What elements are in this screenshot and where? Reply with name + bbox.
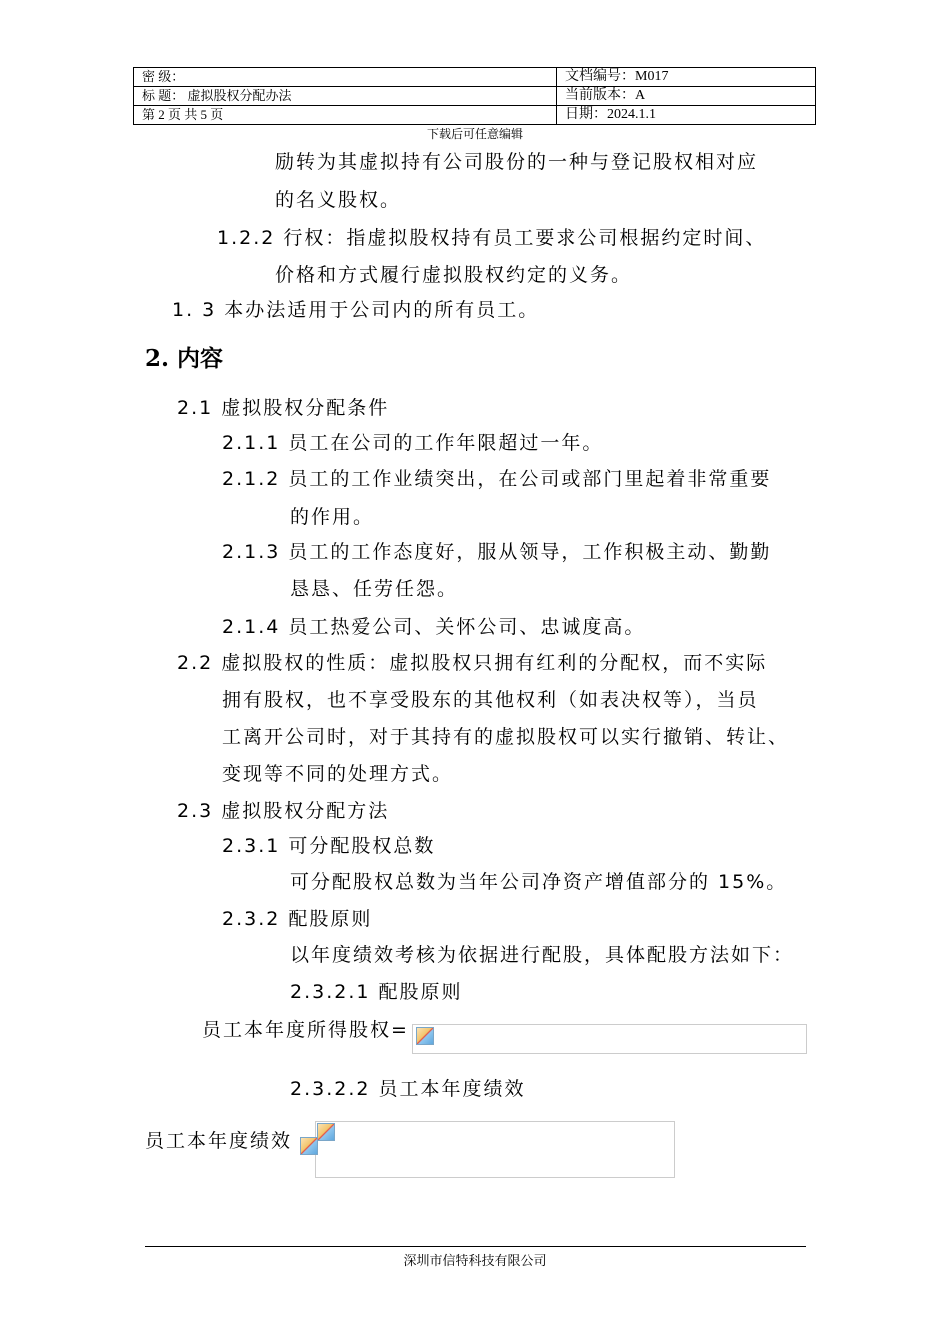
para-line: 2.1.4 员工热爱公司、关怀公司、忠诚度高。 xyxy=(222,616,646,638)
para-line: 1.2.2 行权：指虚拟股权持有员工要求公司根据约定时间、 xyxy=(217,227,767,249)
download-note: 下载后可任意编辑 xyxy=(426,127,523,141)
formula-label: 员工本年度绩效 xyxy=(145,1130,293,1152)
para-line: 可分配股权总数为当年公司净资产增值部分的 15%。 xyxy=(290,871,788,893)
para-line: 2.1.2 员工的工作业绩突出，在公司或部门里起着非常重要 xyxy=(222,468,772,490)
para-line: 的名义股权。 xyxy=(275,189,402,211)
page-info: 第 2 页 共 5 页 xyxy=(134,106,557,125)
doc-version: 当前版本：A xyxy=(557,87,816,106)
secret-level: 密 级： xyxy=(134,68,557,87)
broken-image-icon xyxy=(317,1123,335,1141)
formula-image-placeholder xyxy=(315,1121,675,1178)
para-line: 2.3 虚拟股权分配方法 xyxy=(177,800,390,822)
para-line: 2.1 虚拟股权分配条件 xyxy=(177,397,390,419)
para-line: 恳恳、任劳任怨。 xyxy=(290,578,459,600)
para-line: 励转为其虚拟持有公司股份的一种与登记股权相对应 xyxy=(275,151,759,173)
doc-date: 日期：2024.1.1 xyxy=(557,106,816,125)
para-line: 2.3.2.2 员工本年度绩效 xyxy=(290,1078,526,1100)
footer-company: 深圳市信特科技有限公司 xyxy=(403,1253,547,1268)
formula-image-placeholder xyxy=(412,1024,807,1054)
para-line: 工离开公司时，对于其持有的虚拟股权可以实行撤销、转让、 xyxy=(222,726,790,748)
para-line: 2.3.2 配股原则 xyxy=(222,908,373,930)
para-line: 2.1.3 员工的工作态度好，服从领导，工作积极主动、勤勤 xyxy=(222,541,772,563)
doc-number: 文档编号：M017 xyxy=(557,68,816,87)
para-line: 的作用。 xyxy=(290,506,375,528)
para-line: 2.3.1 可分配股权总数 xyxy=(222,835,436,857)
para-line: 2.1.1 员工在公司的工作年限超过一年。 xyxy=(222,432,604,454)
para-line: 2.3.2.1 配股原则 xyxy=(290,981,463,1003)
para-line: 拥有股权，也不享受股东的其他权利（如表决权等），当员 xyxy=(222,689,759,711)
footer-divider xyxy=(145,1246,806,1247)
para-line: 价格和方式履行虚拟股权约定的义务。 xyxy=(275,264,633,286)
section-heading: 2. 内容 xyxy=(145,345,224,372)
para-line: 2.2 虚拟股权的性质：虚拟股权只拥有红利的分配权，而不实际 xyxy=(177,652,768,674)
header-table xyxy=(133,67,816,125)
para-line: 以年度绩效考核为依据进行配股，具体配股方法如下： xyxy=(290,944,795,966)
broken-image-icon xyxy=(300,1137,318,1155)
para-line: 变现等不同的处理方式。 xyxy=(222,763,454,785)
para-line: 1. 3 本办法适用于公司内的所有员工。 xyxy=(172,299,540,321)
doc-title: 标 题： 虚拟股权分配办法 xyxy=(134,87,557,106)
broken-image-icon xyxy=(416,1027,434,1045)
formula-label: 员工本年度所得股权= xyxy=(202,1019,409,1041)
